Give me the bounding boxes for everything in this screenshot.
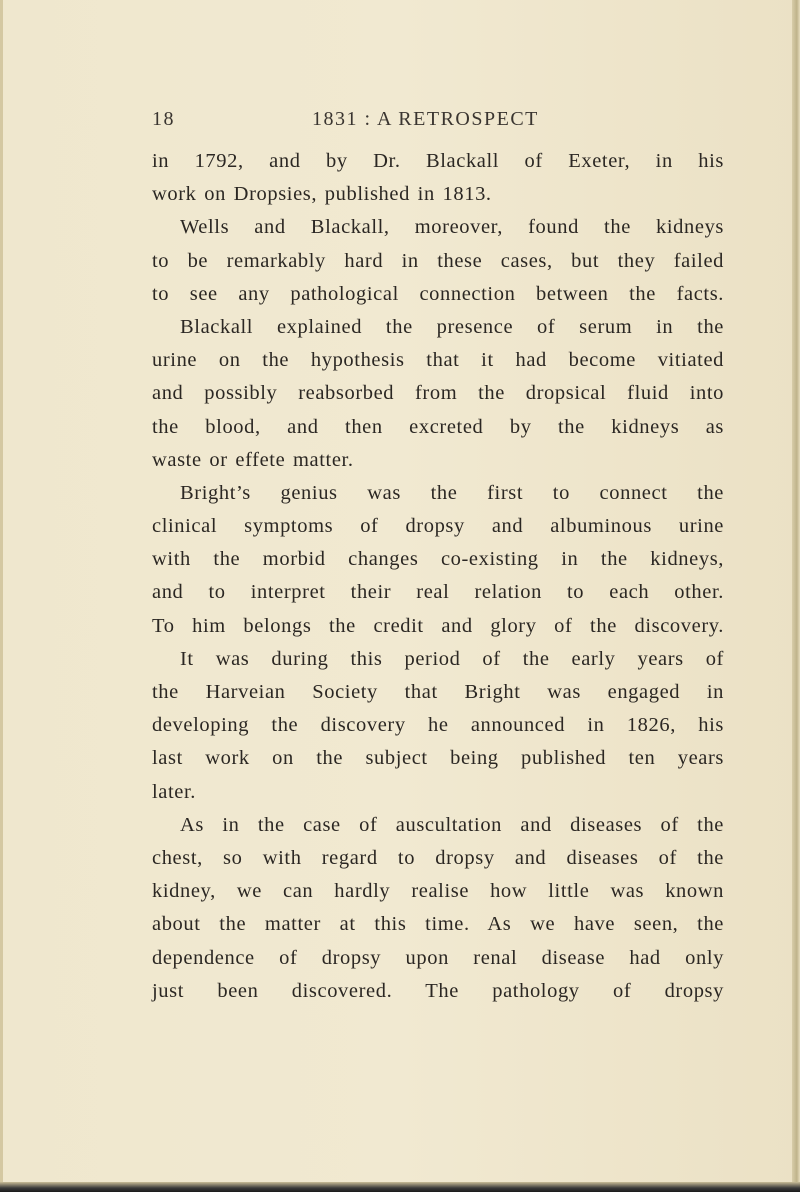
text-line: Wells and Blackall, moreover, found the kidneys [180, 216, 724, 239]
text-line: work on Dropsies, published in 1813. [152, 183, 492, 206]
text-line: chest, so with regard to dropsy and diseases of the [152, 846, 724, 869]
text-line: just been discovered. The pathology of dropsy [152, 979, 724, 1002]
page-bottom-edge [0, 1182, 800, 1192]
text-line: waste or effete matter. [152, 448, 354, 471]
body-text [152, 145, 724, 1008]
text-line: the Harveian Society that Bright was engaged in [152, 681, 724, 703]
text-line: urine on the hypothesis that it had become vitiated [152, 349, 724, 372]
page-left-edge [0, 0, 3, 1192]
text-line: to be remarkably hard in these cases, but they failed [152, 249, 724, 272]
text-line: kidney, we can hardly realise how little was known [152, 880, 724, 903]
text-line: It was during this period of the early years of [180, 647, 724, 670]
text-line: and to interpret their real relation to each other. [152, 581, 724, 604]
text-line: clinical symptoms of dropsy and albuminous urine [152, 515, 724, 538]
text-line: dependence of dropsy upon renal disease had only [152, 946, 724, 969]
text-line: in 1792, and by Dr. Blackall of Exeter, in his [152, 150, 724, 172]
text-line: to see any pathological connection between the facts. [152, 282, 724, 305]
text-line: about the matter at this time. As we have seen, the [152, 913, 724, 936]
text-line: the blood, and then excreted by the kidneys as [152, 415, 724, 438]
text-line: As in the case of auscultation and diseases of the [180, 813, 724, 836]
page-right-edge [792, 0, 800, 1192]
text-line: Bright’s genius was the first to connect the [180, 481, 724, 504]
text-line: last work on the subject being published ten years [152, 747, 724, 770]
page-number: 18 [152, 108, 175, 130]
text-line: To him belongs the credit and glory of the discovery. [152, 614, 724, 637]
text-line: later. [152, 780, 197, 803]
text-line: with the morbid changes co-existing in the kidneys, [152, 548, 724, 571]
text-line: and possibly reabsorbed from the dropsical fluid into [152, 382, 724, 405]
text-line: Blackall explained the presence of serum in the [180, 315, 724, 338]
text-line: developing the discovery he announced in 1826, his [152, 714, 724, 737]
running-head: 1831 : A RETROSPECT [312, 108, 539, 130]
page-header [152, 108, 712, 138]
